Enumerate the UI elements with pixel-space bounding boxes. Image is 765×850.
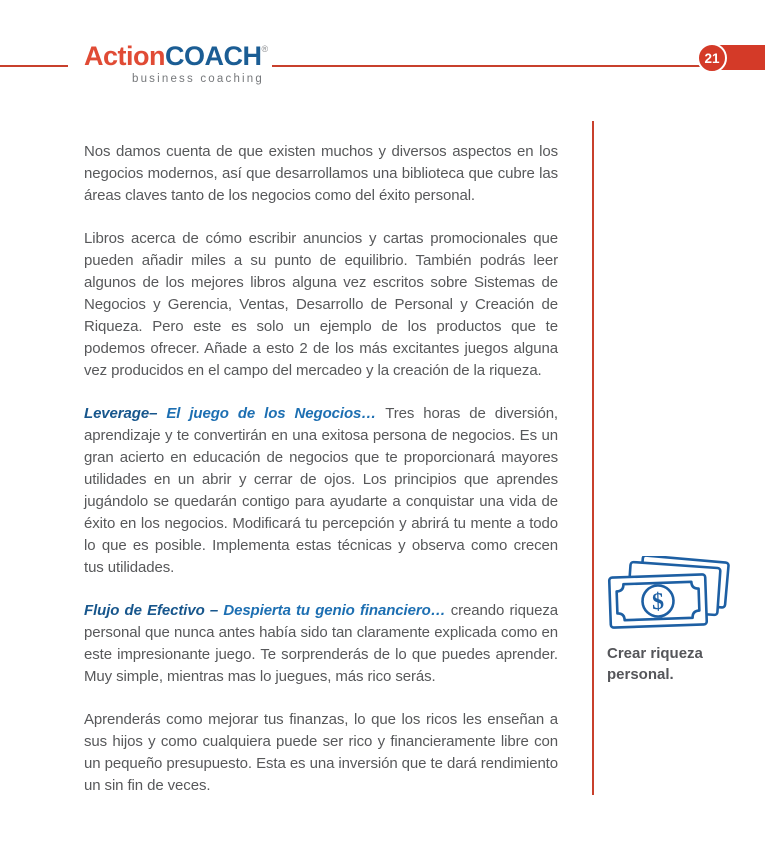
cashflow-lead-subtitle: Despierta tu genio financiero… (223, 602, 451, 619)
logo-tagline: business coaching (131, 73, 264, 85)
logo-word-coach: COACH (165, 41, 262, 71)
paragraph-intro: Nos damos cuenta de que existen muchos y diversos aspectos en los negocios modernos, así que desarrollamos una biblioteca que cubre las áreas claves tanto de los negocios como del éxito personal. (84, 143, 558, 204)
dollar-sign-glyph: $ (651, 588, 665, 616)
logo-word-action: Action (84, 41, 165, 71)
leverage-lead-title: Leverage– (84, 405, 158, 422)
paragraph-books: Libros acerca de cómo escribir anuncios y cartas promocionales que pueden añadir miles a su punto de equilibrio. También podrás leer algunos de los mejores libros alguna vez escritos sobre Sistemas de Negocios y Gerencia, Ventas, Desarrollo de Personal y Creación de Riqueza. Pero este es solo un ejemplo de los productos que te podemos ofrecer. Añade a esto 2 de los más excitantes juegos alguna vez producidos en el campo del mercadeo y la creación de la riqueza. (84, 230, 558, 379)
leverage-body-text: Tres horas de diversión, aprendizaje y te convertirán en una exitosa persona de negocios. Es un gran acierto en educación de negocios que te proporcionará mayores utilidades en un abrir y cerrar de ojos. Los principios que aprendes jugándolo se quedarán contigo para ayudarte a conquistar una vida de éxito en los negocios. Modificará tu percepción y abrirá tu mente a todo lo que es posible. Implementa estas técnicas y observa como crecen tus utilidades. (84, 405, 559, 576)
paragraph-finances: Aprenderás como mejorar tus finanzas, lo que los ricos les enseñan a sus hijos y como cualquiera puede ser rico y financieramente libre con un pequeño presupuesto. Esta es una inversión que te dará rendimiento un sin fin de veces. (84, 711, 558, 794)
header-rule-right (272, 65, 702, 67)
cashflow-lead-title: Flujo de Efectivo – (84, 602, 224, 619)
header-rule-left (0, 65, 68, 67)
logo-wordmark (84, 41, 269, 75)
paragraph-leverage (84, 403, 558, 579)
money-bills-icon (607, 556, 733, 636)
registered-trademark-icon: ® (261, 44, 269, 54)
paragraph-cashflow (84, 600, 558, 688)
vertical-divider-rule (592, 121, 594, 795)
actioncoach-logo (84, 41, 269, 85)
sidebar-callout (607, 556, 735, 685)
body-text-column (84, 141, 558, 818)
cashflow-body-text: creando riqueza personal que nunca antes había sido tan claramente explicada como en este impresionante juego. Te sorprenderás de lo que puedes aprender. Muy simple, mientras mas lo juegues, más rico serás. (84, 602, 558, 685)
page-number-badge: 21 (697, 43, 727, 73)
leverage-lead-subtitle: El juego de los Negocios… (157, 405, 386, 422)
sidebar-caption: Crear riqueza personal. (607, 645, 703, 683)
